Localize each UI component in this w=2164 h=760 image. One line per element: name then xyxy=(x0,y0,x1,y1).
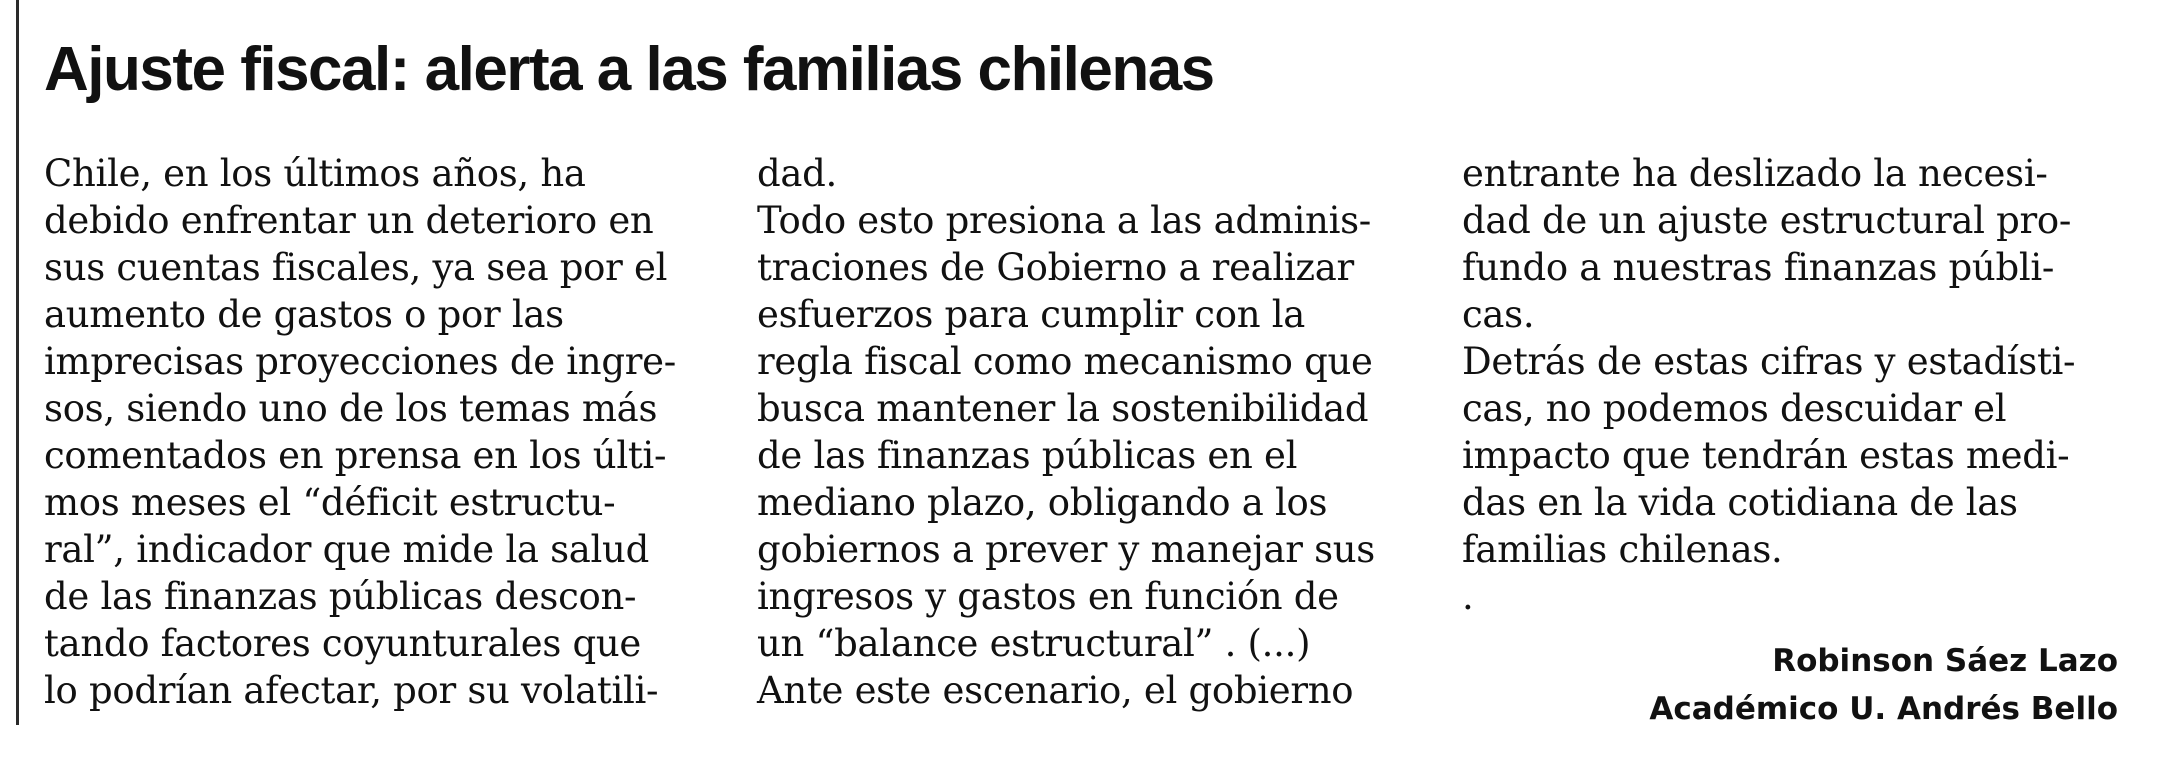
body-line: mos meses el “déficit estructu- xyxy=(44,481,616,524)
column-rule xyxy=(16,0,19,725)
body-line: sos, siendo uno de los temas más xyxy=(44,387,658,430)
body-line: entrante ha deslizado la necesi- xyxy=(1462,152,2048,195)
body-line: un “balance estructural” . (...) xyxy=(757,622,1311,665)
body-line: Detrás de estas cifras y estadísti- xyxy=(1462,340,2076,383)
body-line: dad de un ajuste estructural pro- xyxy=(1462,199,2072,242)
body-line: Todo esto presiona a las adminis- xyxy=(757,199,1371,242)
author-name: Robinson Sáez Lazo xyxy=(1772,643,2118,679)
body-line: traciones de Gobierno a realizar xyxy=(757,246,1354,289)
text-column-2 xyxy=(757,150,1437,714)
body-line: gobiernos a prever y manejar sus xyxy=(757,528,1375,571)
body-line: . xyxy=(1462,575,1474,618)
text-column-3 xyxy=(1462,150,2142,620)
body-line: das en la vida cotidiana de las xyxy=(1462,481,2018,524)
body-line: mediano plazo, obligando a los xyxy=(757,481,1328,524)
body-line: imprecisas proyecciones de ingre- xyxy=(44,340,676,383)
author-affiliation: Académico U. Andrés Bello xyxy=(1649,691,2118,727)
text-column-1 xyxy=(44,150,724,714)
body-line: debido enfrentar un deterioro en xyxy=(44,199,654,242)
body-line: impacto que tendrán estas medi- xyxy=(1462,434,2070,477)
body-line: comentados en prensa en los últi- xyxy=(44,434,667,477)
body-line: Chile, en los últimos años, ha xyxy=(44,152,586,195)
body-line: esfuerzos para cumplir con la xyxy=(757,293,1305,336)
body-line: fundo a nuestras finanzas públi- xyxy=(1462,246,2055,289)
body-line: lo podrían afectar, por su volatili- xyxy=(44,669,659,712)
body-line: de las finanzas públicas en el xyxy=(757,434,1298,477)
body-line: regla fiscal como mecanismo que xyxy=(757,340,1373,383)
body-line: tando factores coyunturales que xyxy=(44,622,642,665)
headline: Ajuste fiscal: alerta a las familias chilenas xyxy=(44,35,1214,104)
body-line: cas. xyxy=(1462,293,1535,336)
body-line: ral”, indicador que mide la salud xyxy=(44,528,649,571)
body-line: Ante este escenario, el gobierno xyxy=(757,669,1354,712)
body-line: busca mantener la sostenibilidad xyxy=(757,387,1369,430)
body-line: sus cuentas fiscales, ya sea por el xyxy=(44,246,668,289)
body-line: ingresos y gastos en función de xyxy=(757,575,1339,618)
body-line: dad. xyxy=(757,152,837,195)
body-line: cas, no podemos descuidar el xyxy=(1462,387,2007,430)
body-line: aumento de gastos o por las xyxy=(44,293,564,336)
body-line: de las finanzas públicas descon- xyxy=(44,575,637,618)
body-line: familias chilenas. xyxy=(1462,528,1783,571)
